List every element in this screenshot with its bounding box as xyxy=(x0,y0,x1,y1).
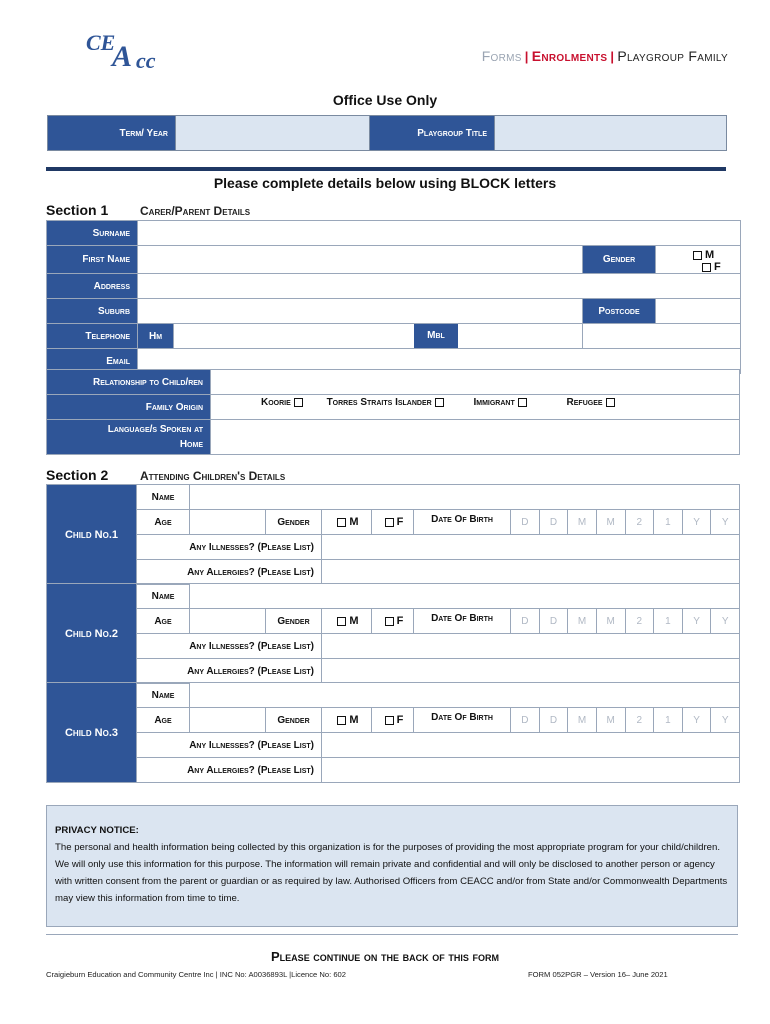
dob-box[interactable]: Y xyxy=(711,510,740,535)
child-allergies-label: Any Allergies? (Please List) xyxy=(137,560,322,585)
dob-box[interactable]: D xyxy=(539,609,568,634)
child-allergies-field[interactable] xyxy=(322,560,740,585)
dob-box[interactable]: D xyxy=(511,708,540,733)
child-name-field[interactable] xyxy=(190,584,740,609)
family-origin-label: Family Origin xyxy=(47,395,211,420)
child-number-label: Child No.3 xyxy=(47,683,137,783)
child-gender-f-label: F xyxy=(396,714,404,726)
surname-label: Surname xyxy=(47,221,138,246)
origin-koorie-label: Koorie xyxy=(261,397,291,408)
home-phone-field[interactable] xyxy=(174,324,583,349)
postcode-label: Postcode xyxy=(583,299,656,324)
footer-form-version: FORM 052PGR – Version 16– June 2021 xyxy=(528,970,668,979)
child-age-field[interactable] xyxy=(190,708,266,733)
divider xyxy=(46,167,726,171)
child-gender-label: Gender xyxy=(266,609,322,634)
origin-torres-checkbox[interactable] xyxy=(435,398,444,407)
child-name-label: Name xyxy=(137,584,190,609)
home-phone-label: Hm xyxy=(138,324,174,349)
dob-box[interactable]: 2 xyxy=(625,609,654,634)
child-gender-label: Gender xyxy=(266,708,322,733)
child-gender-f xyxy=(372,510,414,535)
child-gender-m xyxy=(322,609,372,634)
child-number-label: Child No.1 xyxy=(47,485,137,585)
breadcrumb-enrolments: Enrolments xyxy=(531,48,608,64)
continue-note: Please continue on the back of this form xyxy=(271,949,499,964)
dob-box[interactable]: Y xyxy=(682,510,711,535)
suburb-field[interactable] xyxy=(138,299,583,324)
breadcrumb: Forms | Enrolments | Playgroup Family xyxy=(481,48,728,64)
child-gender-f xyxy=(372,708,414,733)
language-label xyxy=(47,420,211,455)
dob-box[interactable]: 1 xyxy=(654,510,683,535)
child-allergies-field[interactable] xyxy=(322,758,740,783)
dob-box[interactable]: 1 xyxy=(654,708,683,733)
child-name-field[interactable] xyxy=(190,485,740,510)
gender-f-label: F xyxy=(714,261,721,273)
child-age-field[interactable] xyxy=(190,609,266,634)
section1-number: Section 1 xyxy=(46,202,109,218)
child-table-3 xyxy=(46,682,740,783)
dob-box[interactable]: D xyxy=(539,708,568,733)
playgroup-title-label: Playgroup Title xyxy=(370,116,495,151)
child-gender-m xyxy=(322,708,372,733)
child-dob-label: Date Of Birth xyxy=(414,708,511,733)
block-letters-instruction: Please complete details below using BLOCK letters xyxy=(213,175,557,191)
dob-box[interactable]: Y xyxy=(711,708,740,733)
mobile-label: Mbl xyxy=(414,324,458,348)
address-label: Address xyxy=(47,274,138,299)
dob-box[interactable]: 1 xyxy=(654,609,683,634)
postcode-field[interactable] xyxy=(656,299,741,324)
dob-box[interactable]: M xyxy=(568,609,597,634)
child-gender-m-checkbox[interactable] xyxy=(337,617,346,626)
child-gender-f-checkbox[interactable] xyxy=(385,716,394,725)
address-field[interactable] xyxy=(138,274,741,299)
relationship-label: Relationship to Child/ren xyxy=(47,370,211,395)
first-name-label: First Name xyxy=(47,246,138,274)
carer-details-table xyxy=(46,220,741,374)
dob-box[interactable]: M xyxy=(568,708,597,733)
dob-box[interactable]: 2 xyxy=(625,708,654,733)
dob-box[interactable]: Y xyxy=(682,609,711,634)
first-name-field[interactable] xyxy=(138,246,583,274)
dob-box[interactable]: M xyxy=(596,708,625,733)
ceacc-logo xyxy=(84,28,174,74)
footer-divider xyxy=(46,934,738,935)
dob-box[interactable]: Y xyxy=(682,708,711,733)
child-age-label: Age xyxy=(137,708,190,733)
office-use-table xyxy=(47,115,727,151)
origin-table xyxy=(46,369,740,455)
child-illnesses-label: Any Illnesses? (Please List) xyxy=(137,535,322,560)
child-gender-m-label: M xyxy=(349,714,359,726)
child-table-2 xyxy=(46,583,740,684)
child-name-label: Name xyxy=(137,683,190,708)
breadcrumb-forms: Forms xyxy=(481,48,522,64)
gender-label: Gender xyxy=(583,246,656,274)
child-gender-label: Gender xyxy=(266,510,322,535)
section1-title: Carer/Parent Details xyxy=(140,204,251,218)
gender-f-checkbox[interactable] xyxy=(702,263,711,272)
child-allergies-field[interactable] xyxy=(322,659,740,684)
gender-m-label: M xyxy=(705,249,715,261)
gender-m-checkbox[interactable] xyxy=(693,251,702,260)
child-age-label: Age xyxy=(137,510,190,535)
svg-text:A: A xyxy=(112,40,133,73)
language-label-line2: Home xyxy=(179,439,203,450)
child-gender-f xyxy=(372,609,414,634)
playgroup-title-field[interactable] xyxy=(495,116,727,151)
child-illnesses-field[interactable] xyxy=(322,634,740,659)
child-gender-m-label: M xyxy=(349,516,359,528)
child-age-label: Age xyxy=(137,609,190,634)
telephone-label: Telephone xyxy=(47,324,138,349)
child-age-field[interactable] xyxy=(190,510,266,535)
origin-torres-label: Torres Straits Islander xyxy=(326,397,432,408)
origin-immigrant-label: Immigrant xyxy=(473,397,515,408)
child-number-label: Child No.2 xyxy=(47,584,137,684)
svg-text:cc: cc xyxy=(136,48,156,73)
dob-box[interactable]: M xyxy=(596,510,625,535)
child-name-field[interactable] xyxy=(190,683,740,708)
privacy-heading: PRIVACY NOTICE: xyxy=(55,825,139,836)
privacy-body: The personal and health information being collected by this organization is for the purposes of providing the most appropriate program for your child/children. We will only use this information for this purpose. The information will remain private and confidential and will only be disclosed to another person or agency with written consent from the parent or guardian or as required by law. Authorised Officers from CEACC and/or from State and/or Commonwealth Departments may view this information from time to time. xyxy=(55,842,728,904)
child-dob-label: Date Of Birth xyxy=(414,510,511,535)
child-dob-label: Date Of Birth xyxy=(414,609,511,634)
surname-field[interactable] xyxy=(138,221,741,246)
child-illnesses-label: Any Illnesses? (Please List) xyxy=(137,634,322,659)
origin-immigrant-checkbox[interactable] xyxy=(518,398,527,407)
section2-number: Section 2 xyxy=(46,467,109,483)
dob-box[interactable]: D xyxy=(539,510,568,535)
email-label: Email xyxy=(47,349,138,374)
child-illnesses-label: Any Illnesses? (Please List) xyxy=(137,733,322,758)
breadcrumb-playgroup-family: Playgroup Family xyxy=(617,48,728,64)
origin-refugee-checkbox[interactable] xyxy=(606,398,615,407)
gender-options xyxy=(656,246,741,274)
svg-text:CE: CE xyxy=(86,30,116,55)
child-gender-m-checkbox[interactable] xyxy=(337,518,346,527)
term-year-label: Term/ Year xyxy=(48,116,176,151)
dob-box[interactable]: M xyxy=(596,609,625,634)
child-gender-f-label: F xyxy=(396,516,404,528)
dob-box[interactable]: M xyxy=(568,510,597,535)
child-gender-f-checkbox[interactable] xyxy=(385,518,394,527)
section2-title: Attending Children's Details xyxy=(140,469,286,483)
relationship-field[interactable] xyxy=(211,370,740,395)
child-allergies-label: Any Allergies? (Please List) xyxy=(137,659,322,684)
origin-koorie-checkbox[interactable] xyxy=(294,398,303,407)
child-name-label: Name xyxy=(137,485,190,510)
suburb-label: Suburb xyxy=(47,299,138,324)
child-gender-f-checkbox[interactable] xyxy=(385,617,394,626)
language-field[interactable] xyxy=(211,420,740,455)
dob-box[interactable]: D xyxy=(511,510,540,535)
child-gender-m-label: M xyxy=(349,615,359,627)
child-illnesses-field[interactable] xyxy=(322,733,740,758)
office-use-title: Office Use Only xyxy=(332,92,438,108)
origin-refugee-label: Refugee xyxy=(566,397,603,408)
language-label-line1: Language/s Spoken at xyxy=(107,424,203,435)
child-gender-f-label: F xyxy=(396,615,404,627)
dob-box[interactable]: D xyxy=(511,609,540,634)
child-table-1 xyxy=(46,484,740,585)
dob-box[interactable]: Y xyxy=(711,609,740,634)
mobile-field[interactable] xyxy=(583,324,741,349)
privacy-notice xyxy=(46,805,738,927)
footer-organisation: Craigieburn Education and Community Centre Inc | INC No: A0036893L |Licence No: 602 xyxy=(46,970,346,979)
child-gender-m-checkbox[interactable] xyxy=(337,716,346,725)
child-gender-m xyxy=(322,510,372,535)
dob-box[interactable]: 2 xyxy=(625,510,654,535)
child-illnesses-field[interactable] xyxy=(322,535,740,560)
child-allergies-label: Any Allergies? (Please List) xyxy=(137,758,322,783)
term-year-field[interactable] xyxy=(176,116,370,151)
family-origin-options xyxy=(211,395,740,420)
